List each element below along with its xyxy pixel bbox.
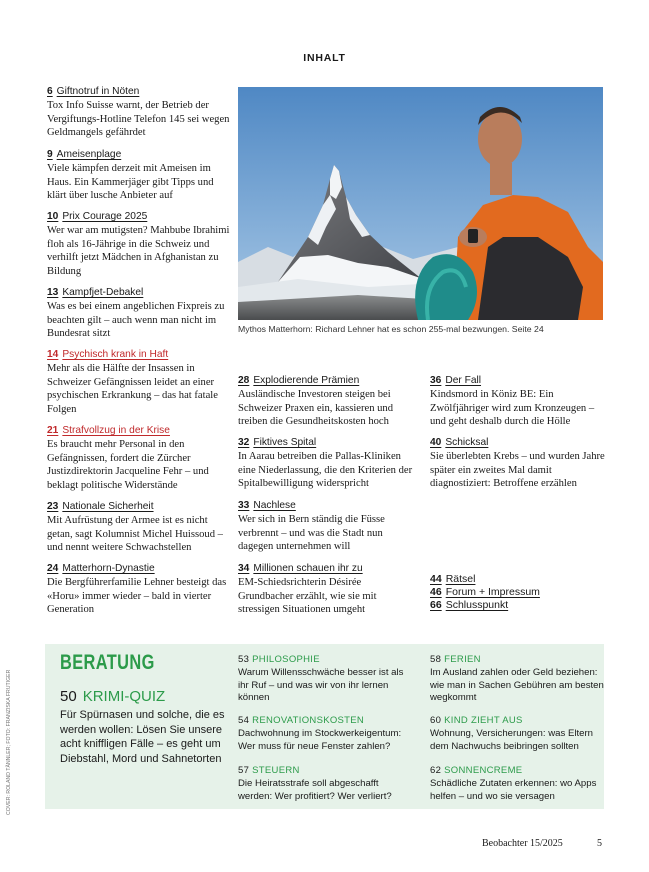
article-title: Kampfjet-Debakel: [62, 287, 144, 298]
toc-item-34[interactable]: [238, 562, 418, 617]
article-teaser: Die Bergführerfamilie Lehner besteigt das «Horu» immer wieder – bald in vierter Generation: [47, 577, 227, 616]
page-number: 50: [60, 688, 77, 705]
article-title: STEUERN: [252, 765, 300, 776]
page-number: 36: [430, 375, 442, 386]
beratung-item-62[interactable]: 62 SONNENCREME Schädliche Zutaten erkennen: wo Apps helfen – und wo sie versagen: [430, 765, 605, 803]
photo-credit: COVER: ROLAND TÄNNLER; FOTO: FRANZISKA FRUTIGER: [6, 669, 12, 815]
toc-item-33[interactable]: [238, 499, 418, 554]
article-teaser: Für Spürnasen und solche, die es werden wollen: Lösen Sie unsere acht kniffligen Fälle – es geht um Diebstahl, Mord und Sahnetorten: [60, 709, 225, 765]
article-title: Nachlese: [253, 500, 296, 511]
beratung-lead-item[interactable]: [60, 688, 225, 766]
article-title: Strafvollzug in der Krise: [62, 425, 170, 436]
article-title: KIND ZIEHT AUS: [444, 715, 523, 726]
toc-item-14[interactable]: [47, 348, 232, 416]
page-number: 40: [430, 437, 442, 448]
article-title: Schicksal: [445, 437, 489, 448]
article-teaser: EM-Schiedsrichterin Désirée Grundbacher erzählt, wie sie mit stressigen Situationen umgeht: [238, 577, 377, 616]
article-title: Fiktives Spital: [253, 437, 317, 448]
article-teaser: Mehr als die Hälfte der Insassen in Schweizer Gefängnissen leidet an einer psychischen Erkrankung – das hat fatale Folgen: [47, 363, 218, 415]
article-title: KRIMI-QUIZ: [82, 688, 166, 705]
article-title: Nationale Sicherheit: [62, 501, 154, 512]
page-number: 9: [47, 149, 53, 160]
beratung-item-57[interactable]: 57 STEUERN Die Heiratsstrafe soll abgeschafft werden: Wer profitiert? Wer verliert?: [238, 765, 413, 803]
page-number: 34: [238, 563, 250, 574]
article-title: Psychisch krank in Haft: [62, 349, 169, 360]
toc-item-23[interactable]: [47, 500, 232, 555]
article-title: PHILOSOPHIE: [252, 654, 320, 665]
article-teaser: Viele kämpfen derzeit mit Ameisen im Haus. Ein Kammerjäger gibt Tipps und klärt über lusche Anbieter auf: [47, 163, 214, 202]
toc-item-13[interactable]: [47, 286, 232, 341]
toc-item-21[interactable]: [47, 424, 232, 492]
beratung-item-60[interactable]: 60 KIND ZIEHT AUS Wohnung, Versicherungen: was Eltern dem Nachwuchs beibringen sollten: [430, 715, 605, 753]
article-teaser: Wer war am mutigsten? Mahbube Ibrahimi floh als 16-Jährige in die Schweiz und verhilft jetzt Mädchen in Afghanistan zu Bildung: [47, 225, 230, 277]
toc-item-40[interactable]: [430, 436, 605, 491]
article-teaser: Kindsmord in Köniz BE: Ein Zwölfjähriger wird zum Kronzeugen – und geht deshalb durch die Hölle: [430, 389, 595, 428]
beratung-item-58[interactable]: 58 FERIEN Im Ausland zahlen oder Geld beziehen: wie man in Sachen Gebühren am besten wegkommt: [430, 654, 604, 704]
beratung-item-53[interactable]: 53 PHILOSOPHIE Warum Willensschwäche besser ist als ihr Ruf – und was wir von ihr lernen können: [238, 654, 413, 705]
article-title: Der Fall: [445, 375, 482, 386]
article-teaser: Wohnung, Versicherungen: was Eltern dem Nachwuchs beibringen sollten: [430, 728, 594, 752]
article-title: Millionen schauen ihr zu: [253, 563, 363, 574]
toc-item-46[interactable]: 46 Forum + Impressum: [430, 586, 540, 598]
page-number: 24: [47, 563, 59, 574]
page-number: 28: [238, 375, 250, 386]
toc-item-9[interactable]: [47, 148, 232, 203]
page-number: 32: [238, 437, 250, 448]
article-teaser: Es braucht mehr Personal in den Gefängnissen, fordert die Zürcher Justizdirektorin Jacqueline Fehr – und beklagt politische Widerstände: [47, 439, 209, 491]
page-number: 21: [47, 425, 59, 436]
photo-caption: Mythos Matterhorn: Richard Lehner hat es schon 255-mal bezwungen. Seite 24: [238, 324, 544, 334]
article-title: SONNENCREME: [444, 765, 523, 776]
article-title: Matterhorn-Dynastie: [62, 563, 155, 574]
article-title: FERIEN: [444, 654, 481, 665]
article-teaser: Im Ausland zahlen oder Geld beziehen: wie man in Sachen Gebühren am besten wegkommt: [430, 667, 604, 704]
toc-item-28[interactable]: [238, 374, 418, 429]
issue-label: Beobachter 15/2025: [482, 838, 563, 849]
short-toc-list: [430, 573, 540, 612]
page-number: 23: [47, 501, 59, 512]
page-number: 14: [47, 349, 59, 360]
toc-item-6[interactable]: [47, 85, 232, 140]
article-teaser: In Aarau betreiben die Pallas-Kliniken eine Niederlassung, die den Kriterien der Spitalbewilligung widerspricht: [238, 451, 413, 490]
page-number: 13: [47, 287, 59, 298]
beratung-item-54[interactable]: 54 RENOVATIONSKOSTEN Dachwohnung im Stockwerkeigentum: Wer muss für neue Fenster zahlen?: [238, 715, 413, 753]
page-number: 6: [47, 86, 53, 97]
section-title: INHALT: [303, 52, 346, 64]
article-teaser: Die Heiratsstrafe soll abgeschafft werden: Wer profitiert? Wer verliert?: [238, 778, 392, 802]
toc-item-66[interactable]: 66 Schlusspunkt: [430, 599, 509, 611]
article-title: Ameisenplage: [56, 149, 122, 160]
toc-item-10[interactable]: [47, 210, 232, 278]
article-title: Giftnotruf in Nöten: [56, 86, 140, 97]
toc-item-24[interactable]: [47, 562, 232, 617]
page-number: 33: [238, 500, 250, 511]
toc-item-44[interactable]: 44 Rätsel: [430, 573, 476, 585]
page-number: 10: [47, 211, 59, 222]
article-teaser: Wer sich in Bern ständig die Füsse verbrennt – und was die Stadt nun dagegen unternehmen will: [238, 514, 385, 553]
article-teaser: Mit Aufrüstung der Armee ist es nicht getan, sagt Kolumnist Michel Huissoud – und nennt weitere Schwachstellen: [47, 515, 223, 554]
article-teaser: Was es bei einem angeblichen Fixpreis zu beachten gilt – auch wenn man nicht im Bundesrat sitzt: [47, 301, 225, 340]
article-teaser: Sie überlebten Krebs – und wurden Jahre später ein zweites Mal damit diagnostiziert: Betroffene erzählen: [430, 451, 605, 490]
article-title: RENOVATIONSKOSTEN: [252, 715, 365, 726]
toc-item-32[interactable]: [238, 436, 418, 491]
toc-item-36[interactable]: [430, 374, 605, 429]
article-title: Prix Courage 2025: [62, 211, 148, 222]
article-title: Explodierende Prämien: [253, 375, 360, 386]
article-teaser: Tox Info Suisse warnt, der Betrieb der Vergiftungs-Hotline Telefon 145 sei wegen Geldmangels gefährdet: [47, 100, 230, 139]
article-teaser: Schädliche Zutaten erkennen: wo Apps helfen – und wo sie versagen: [430, 778, 597, 802]
article-teaser: Dachwohnung im Stockwerkeigentum: Wer muss für neue Fenster zahlen?: [238, 728, 402, 752]
cover-photo-matterhorn-climber: [238, 87, 603, 320]
page-number-footer: 5: [597, 838, 602, 849]
beratung-title: BERATUNG: [60, 651, 155, 674]
article-teaser: Ausländische Investoren steigen bei Schweizer Praxen ein, kassieren und treiben die Gesundheitskosten hoch: [238, 389, 394, 428]
article-teaser: Warum Willensschwäche besser ist als ihr Ruf – und was wir von ihr lernen können: [238, 667, 404, 704]
